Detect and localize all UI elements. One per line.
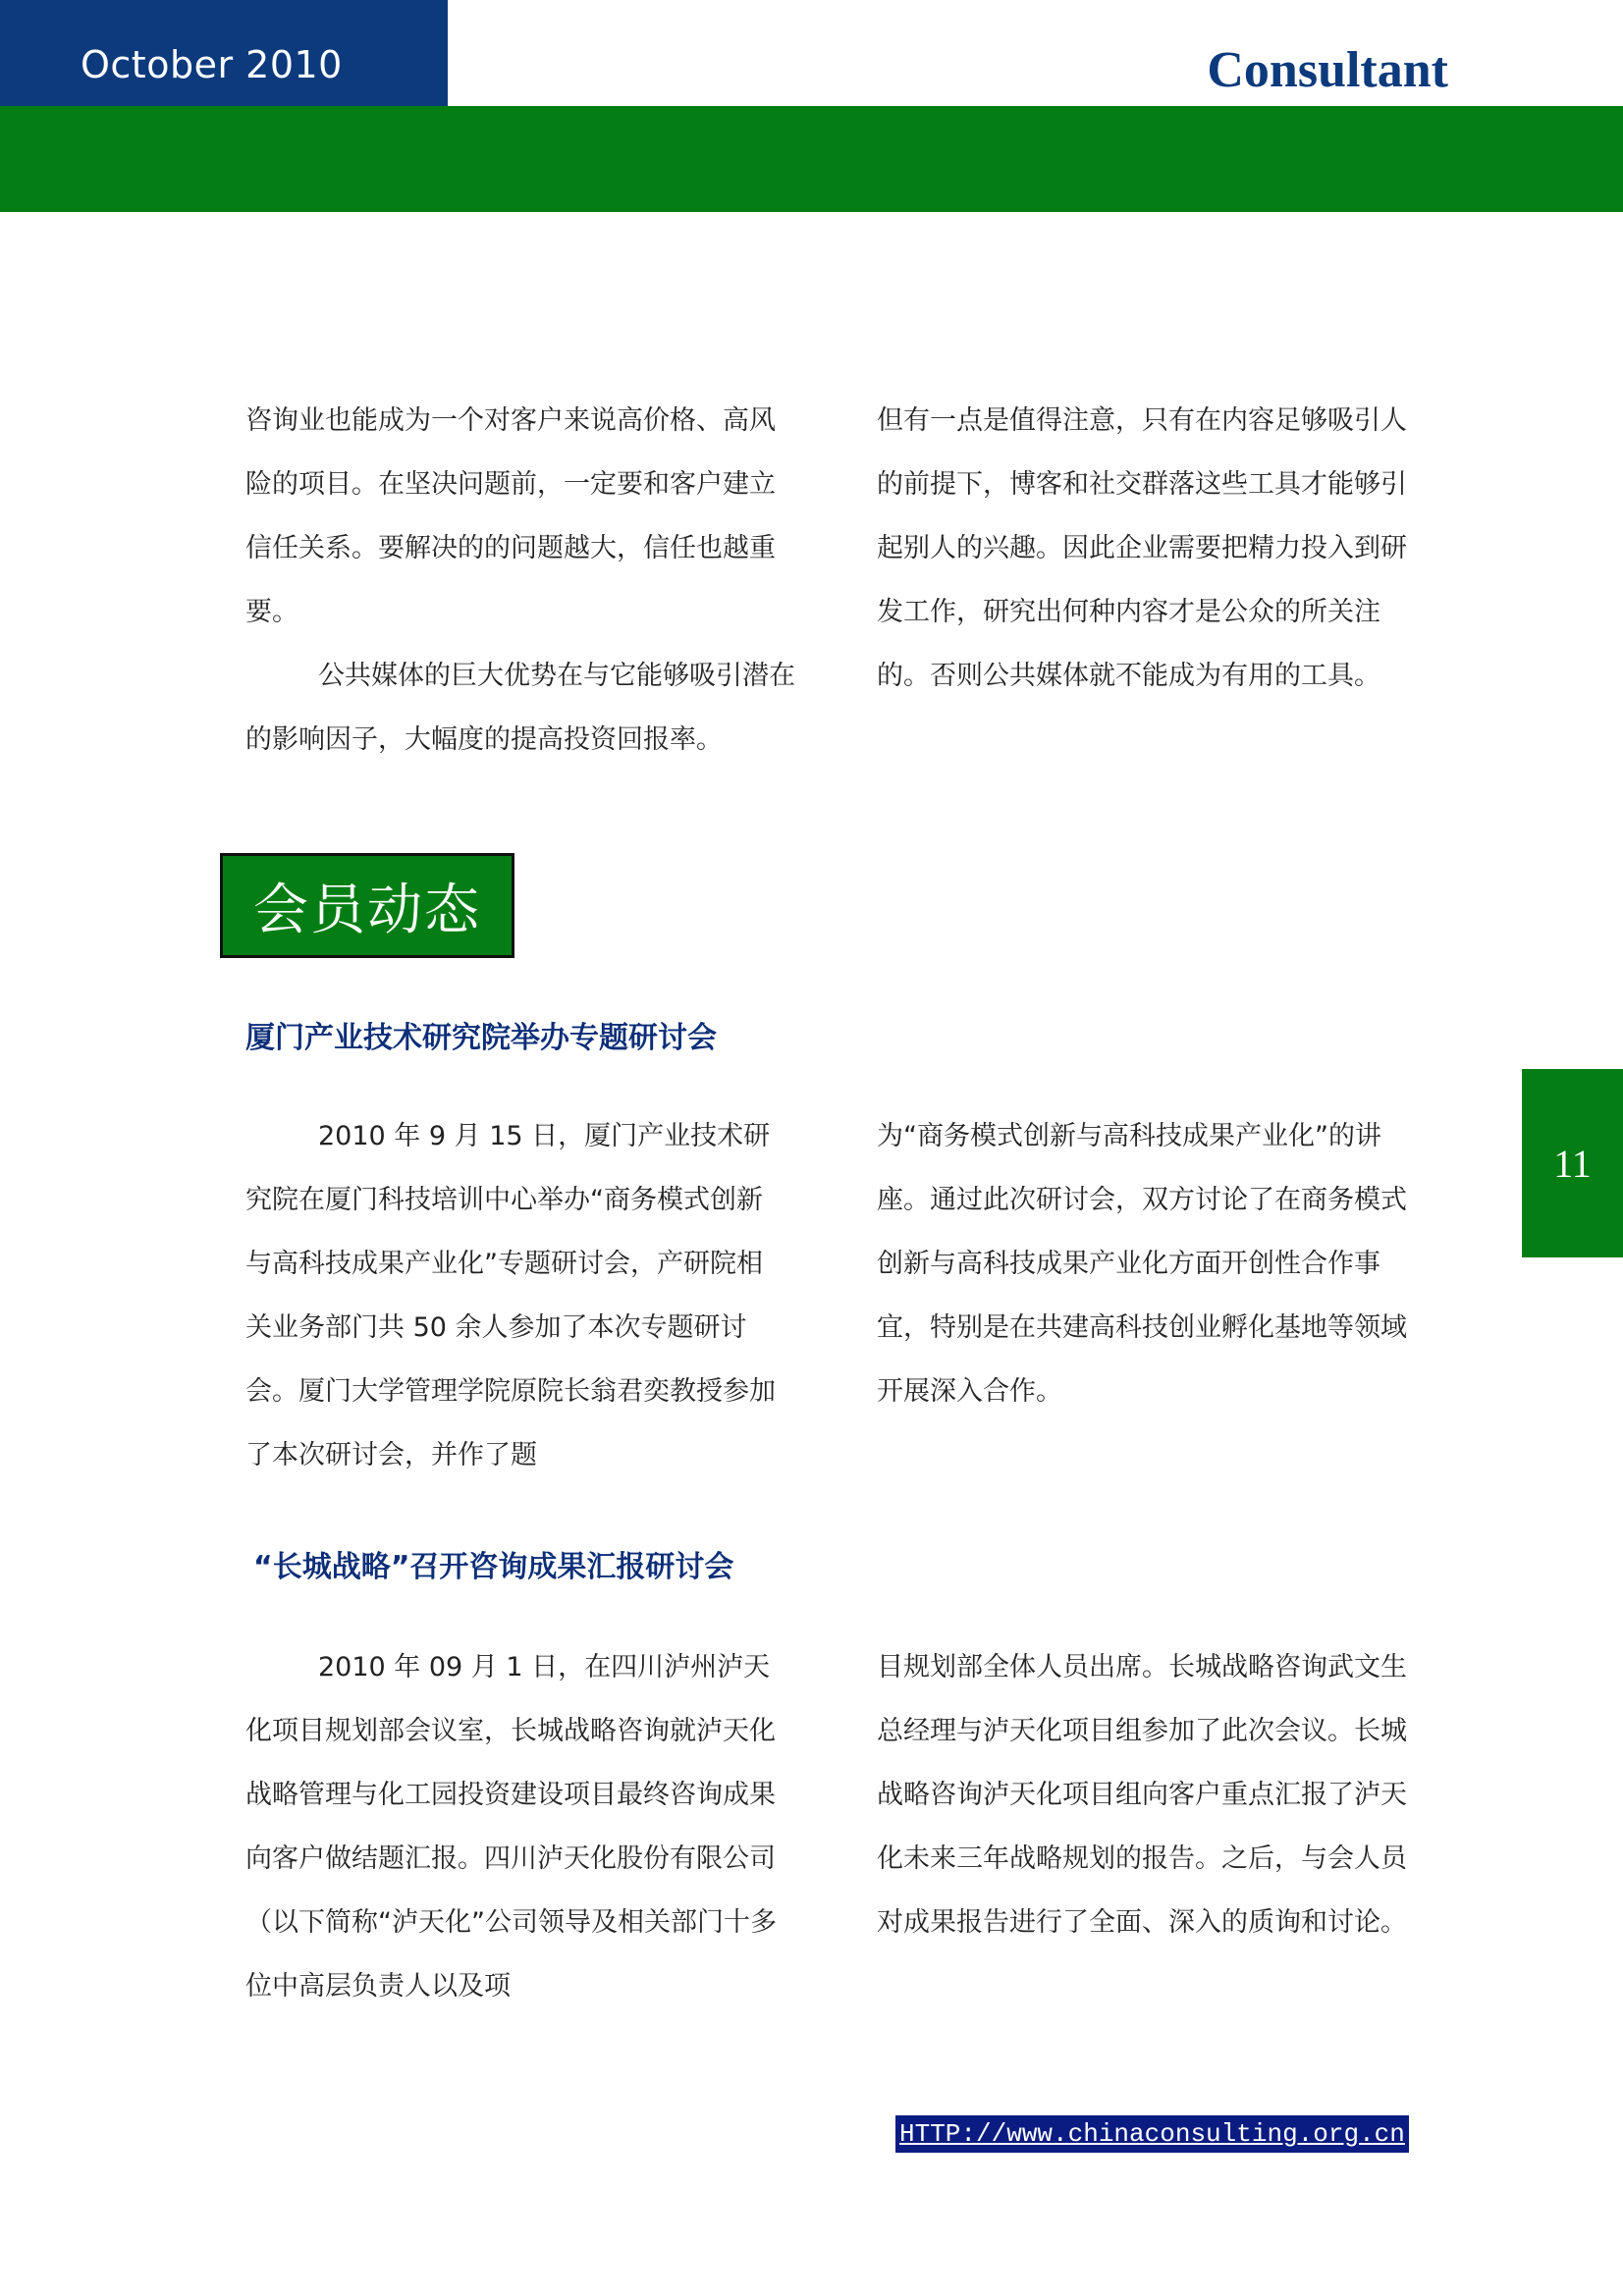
article-1-title: 厦门产业技术研究院举办专题研讨会 bbox=[245, 1021, 717, 1055]
intro-left-column bbox=[245, 389, 795, 772]
intro-left-paragraph-2: 公共媒体的巨大优势在与它能够吸引潜在的影响因子，大幅度的提高投资回报率。 bbox=[245, 661, 795, 755]
article-1-right-column: 为“商务模式创新与高科技成果产业化”的讲座。通过此次研讨会，双方讨论了在商务模式创新与高科技成果产业化方面开创性合作事宜，特别是在共建高科技创业孵化基地等领域开展深入合作。 bbox=[877, 1121, 1407, 1407]
article-2-right-column: 目规划部全体人员出席。长城战略咨询武文生总经理与泸天化项目组参加了此次会议。长城战略咨询泸天化项目组向客户重点汇报了泸天化未来三年战略规划的报告。之后，与会人员对成果报告进行了全面、深入的质询和讨论。 bbox=[877, 1652, 1407, 1938]
section-heading-box bbox=[220, 853, 514, 958]
article-1-left-column: 2010 年 9 月 15 日，厦门产业技术研究院在厦门科技培训中心举办“商务模式创新与高科技成果产业化”专题研讨会，产研院相关业务部门共 50 余人参加了本次专题研讨会。厦门大学管理学院原院长翁君奕教授参加了本次研讨会，并作了题 bbox=[245, 1121, 776, 1470]
intro-left-paragraph-1: 咨询业也能成为一个对客户来说高价格、高风险的项目。在坚决问题前，一定要和客户建立信任关系。要解决的的问题越大，信任也越重要。 bbox=[245, 405, 776, 627]
intro-right-column bbox=[877, 389, 1427, 708]
issue-date: October 2010 bbox=[81, 43, 343, 86]
magazine-title: Consultant bbox=[1207, 42, 1448, 98]
page-number-tab bbox=[1522, 1069, 1623, 1257]
article-2-title: “长城战略”召开咨询成果汇报研讨会 bbox=[253, 1550, 734, 1584]
footer-website-link[interactable]: HTTP://www.chinaconsulting.org.cn bbox=[895, 2115, 1409, 2153]
article-2-left-column: 2010 年 09 月 1 日，在四川泸州泸天化项目规划部会议室，长城战略咨询就泸天化战略管理与化工园投资建设项目最终咨询成果向客户做结题汇报。四川泸天化股份有限公司（以下简称“泸天化”公司领导及相关部门十多位中高层负责人以及项 bbox=[245, 1652, 777, 2002]
page-number: 11 bbox=[1553, 1141, 1592, 1186]
section-heading: 会员动态 bbox=[253, 878, 481, 942]
intro-right-paragraph-1: 但有一点是值得注意，只有在内容足够吸引人的前提下，博客和社交群落这些工具才能够引起别人的兴趣。因此企业需要把精力投入到研发工作，研究出何种内容才是公众的所关注的。否则公共媒体就不能成为有用的工具。 bbox=[877, 405, 1407, 691]
header-green-bar bbox=[0, 106, 1623, 212]
